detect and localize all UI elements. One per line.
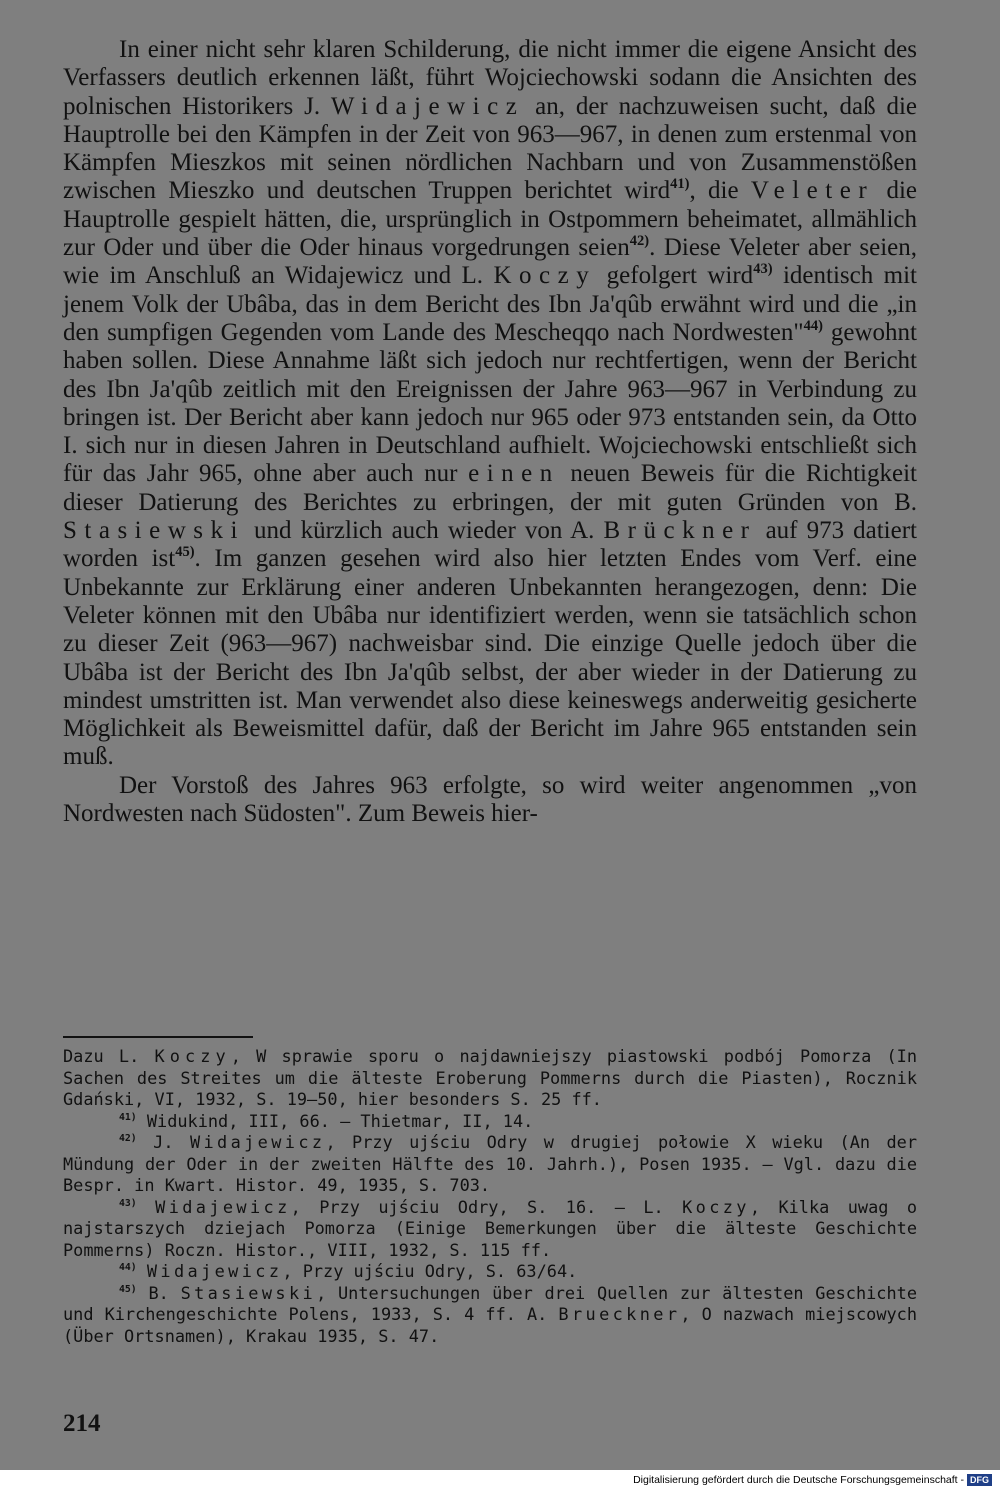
page-number: 214: [63, 1410, 101, 1437]
footnote-43: $^{43)}$ Widajewicz, Przy ujściu Odry, S. 16. — L. Koczy, Kilka uwag o najstarszych dziejach Pomorza (Einige Bemerkungen über die älteste Geschichte Pommerns) Roczn. Histor., VIII, 1932, S. 115 ff.: [63, 1196, 917, 1260]
credit-text: Digitalisierung gefördert durch die Deutsche Forschungsgemeinschaft -: [633, 1474, 964, 1486]
spaced-name: Koczy: [682, 1196, 750, 1217]
footnote-number: 41): [119, 1111, 137, 1123]
footnote-number: 45): [119, 1283, 137, 1295]
spaced-name: Koczy: [493, 262, 597, 290]
spaced-name: Veleter: [750, 177, 875, 205]
spaced-name: Widajewicz: [146, 1261, 283, 1281]
spaced-name: Stasiewski: [63, 517, 245, 545]
footnote-ref-41[interactable]: 41): [670, 176, 690, 193]
footnote-ref-45[interactable]: 45): [175, 544, 195, 561]
spaced-name: Koczy: [154, 1046, 231, 1066]
spaced-name: Brückner: [603, 517, 757, 545]
paragraph-2: Der Vorstoß des Jahres 963 erfolgte, so wird weiter angenommen „von Nordwesten nach Südosten". Zum Beweis hier-: [63, 771, 917, 828]
footnote-number: 43): [119, 1197, 137, 1209]
footnote-divider: [63, 1036, 253, 1038]
spaced-name: Widajewicz: [155, 1196, 291, 1217]
dfg-logo-icon: DFG: [967, 1474, 992, 1486]
footnote-ref-42[interactable]: 42): [629, 232, 650, 249]
footnote-ref-43[interactable]: 43): [753, 261, 773, 278]
footnote-ref-44[interactable]: 44): [803, 317, 823, 334]
spaced-name: Brueckner: [558, 1304, 681, 1324]
paragraph-1: In einer nicht sehr klaren Schilderung, die nicht immer die eigene Ansicht des Verfassers deutlich erkennen läßt, führt Wojciechowski sodann die Ansichten des polnischen Historikers J. Widajewicz an, der nachzuweisen sucht, daß die Hauptrolle bei den Kämpfen in der Zeit von 963—967, in denen zum erstenmal von Kämpfen Mieszkos mit seinen nördlichen Nachbarn und von Zusammenstößen zwischen Mieszko und deutschen Truppen berichtet wird$^{41)}$, die Veleter die Hauptrolle gespielt hätten, die, ursprünglich in Ostpommern beheimatet, allmählich zur Oder und über die Oder hinaus vorgedrungen seien$^{42)}$. Diese Veleter aber seien, wie im Anschluß an Widajewicz und L. Koczy gefolgert wird$^{43)}$ identisch mit jenem Volk der Ubâba, das in dem Bericht des Ibn Ja'qûb erwähnt wird und die „in den sumpfigen Gegenden vom Lande des Mescheqqo nach Nordwesten"$^{44)}$ gewohnt haben sollen. Diese Annahme läßt sich jedoch nur rechtfertigen, wenn der Bericht des Ibn Ja'qûb zeitlich mit den Ereignissen der Jahre 963—967 in Verbindung zu bringen ist. Der Bericht aber kann jedoch nur 965 oder 973 entstanden sein, da Otto I. sich nur in diesen Jahren in Deutschland aufhielt. Wojciechowski entschließt sich für das Jahr 965, ohne aber auch nur einen neuen Beweis für die Richtigkeit dieser Datierung des Berichtes zu erbringen, der mit guten Gründen von B. Stasiewski und kürzlich auch wieder von A. Brückner auf 973 datiert worden ist$^{45)}$. Im ganzen gesehen wird also hier letzten Endes vom Verf. eine Unbekannte zur Erklärung einer anderen Unbekannten herangezogen, denn: Die Veleter können mit den Ubâba nur identifiziert werden, wenn sie tatsächlich schon zu dieser Zeit (963—967) nachweisbar sind. Die einzige Quelle jedoch über die Ubâba ist der Bericht des Ibn Ja'qûb selbst, der aber wieder in der Datierung zu mindest umstritten ist. Man verwendet also diese keineswegs anderweitig gesicherte Möglichkeit als Beweismittel dafür, daß der Bericht im Jahre 965 entstanden sein muß.: [63, 36, 918, 771]
footnote-42: $^{42)}$ J. Widajewicz, Przy ujściu Odry w drugiej połowie X wieku (An der Mündung der Oder in der zweiten Hälfte des 10. Jahrh.), Posen 1935. — Vgl. dazu die Bespr. in Kwart. Histor. 49, 1935, S. 703.: [63, 1132, 917, 1195]
footnote-continuation: Dazu L. Koczy, W sprawie sporu o najdawniejszy piastowski podbój Pomorza (In Sachen des Streites um die älteste Eroberung Pommerns durch die Piasten), Rocznik Gdański, VI, 1932, S. 19—50, hier besonders S. 25 ff.: [63, 1046, 917, 1109]
main-text: [63, 36, 917, 828]
spaced-name: Widajewicz: [330, 92, 525, 120]
spaced-name: Stasiewski: [180, 1282, 317, 1303]
footnote-number: 42): [119, 1133, 137, 1145]
footnote-44: $^{44)}$ Widajewicz, Przy ujściu Odry, S. 63/64.: [119, 1261, 578, 1281]
footnote-45: $^{45)}$ B. Stasiewski, Untersuchungen über drei Quellen zur ältesten Geschichte und Kirchengeschichte Polens, 1933, S. 4 ff. A. Brueckner, O nazwach miejscowych (Über Ortsnamen), Krakau 1935, S. 47.: [63, 1282, 917, 1346]
spaced-word: einen: [468, 460, 560, 488]
digitization-credit: [633, 1474, 992, 1486]
footnotes: [63, 1046, 917, 1347]
footnote-number: 44): [119, 1262, 137, 1274]
spaced-name: Widajewicz: [189, 1132, 326, 1152]
footnote-41: $^{41)}$ Widukind, III, 66. — Thietmar, II, 14.: [119, 1110, 534, 1131]
